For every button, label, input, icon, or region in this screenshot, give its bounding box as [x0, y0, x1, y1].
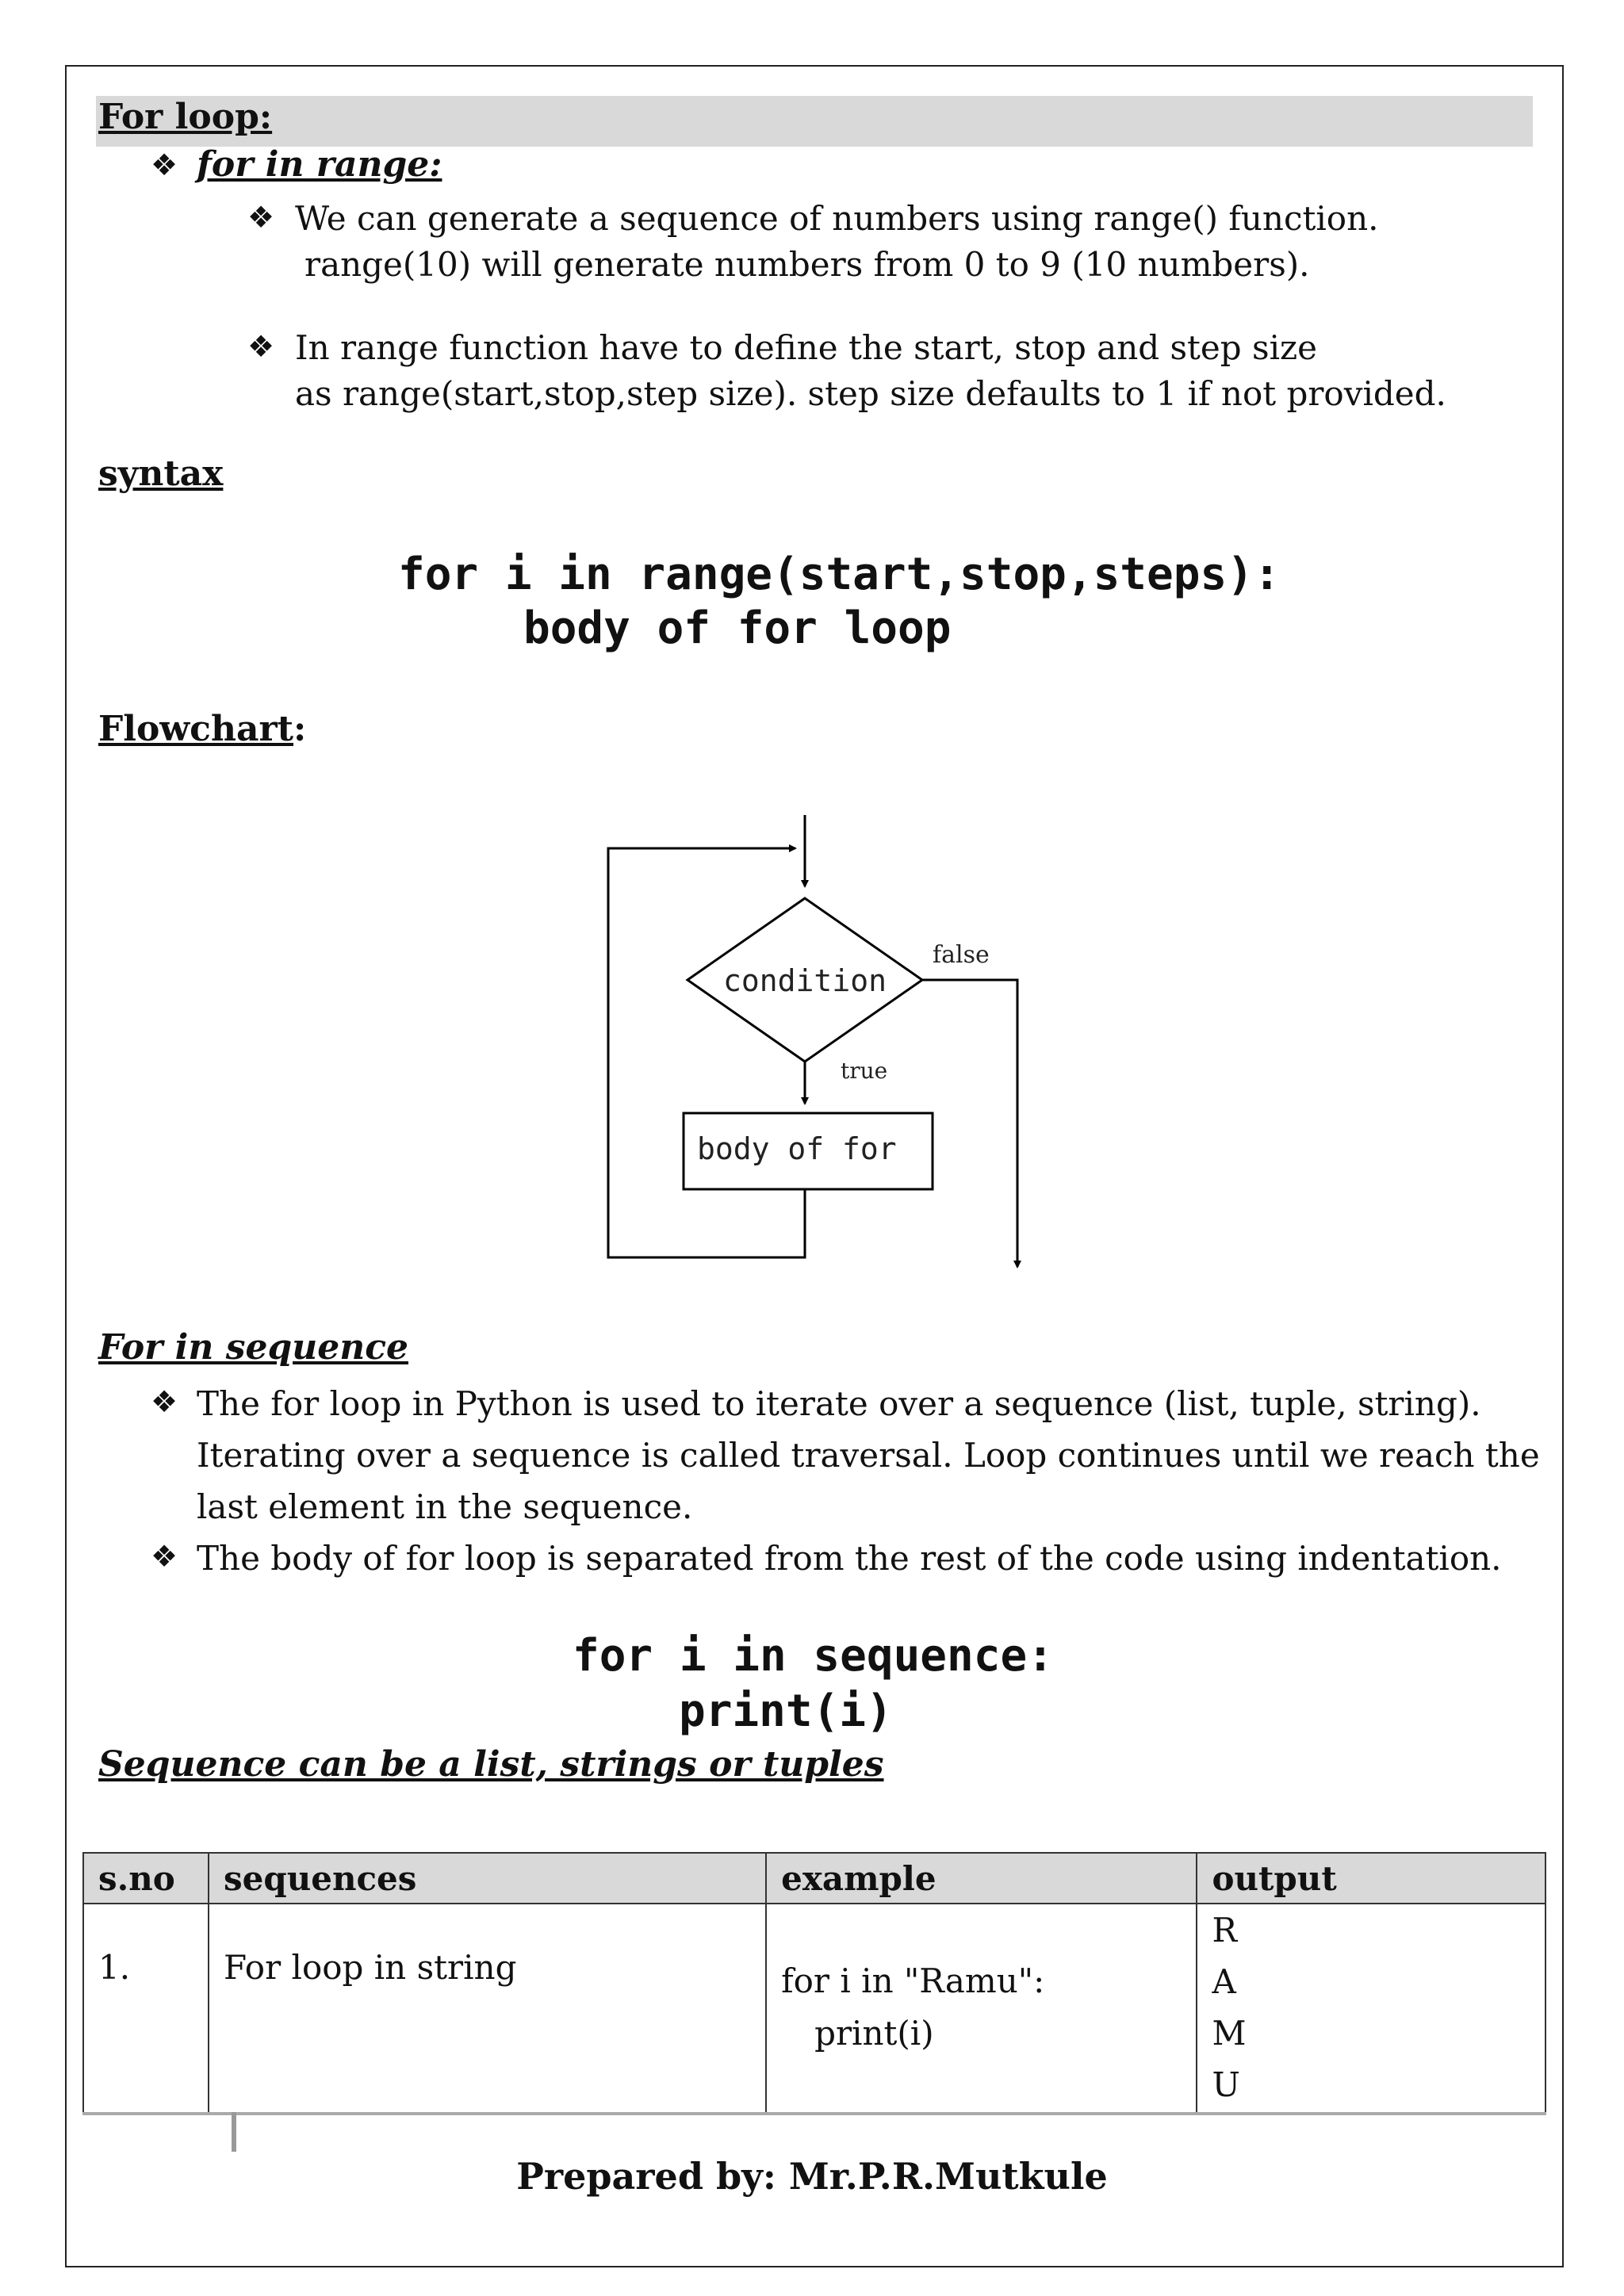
- body-label: body of for: [697, 1131, 897, 1166]
- cell-sno-text: 1.: [98, 1948, 131, 1987]
- diamond-bullet-icon: ❖: [151, 1384, 178, 1419]
- column-header-sno: s.no: [83, 1853, 209, 1904]
- range-point-1-line-2: range(10) will generate numbers from 0 to 9 (10 numbers).: [304, 245, 1310, 284]
- diamond-bullet-icon: ❖: [151, 1539, 178, 1574]
- cell-sequence: [209, 1904, 766, 2113]
- syntax-heading: syntax: [98, 453, 224, 494]
- cell-sequence-text: For loop in string: [223, 1948, 517, 1987]
- cell-example-line-2: print(i): [814, 2014, 934, 2053]
- column-header-sequences: sequences: [209, 1853, 766, 1904]
- flowchart-heading: Flowchart:: [98, 709, 307, 749]
- diamond-bullet-icon: ❖: [247, 329, 275, 364]
- cell-output: [1197, 1904, 1545, 2113]
- sequence-note: Sequence can be a list, strings or tuples: [98, 1744, 884, 1785]
- output-char: R: [1212, 1911, 1238, 1950]
- false-path: [922, 980, 1017, 1267]
- sequence-code-line-2: print(i): [679, 1686, 893, 1737]
- sequence-point-2-line-1: The body of for loop is separated from the rest of the code using indentation.: [197, 1539, 1502, 1578]
- output-char: M: [1212, 2014, 1247, 2053]
- syntax-code-line-2: body of for loop: [523, 603, 952, 654]
- range-point-2-line-1: In range function have to define the start, stop and step size: [295, 328, 1317, 367]
- condition-label: condition: [723, 963, 887, 998]
- page-title: For loop:: [98, 97, 273, 137]
- subheading-range: for in range:: [197, 144, 442, 185]
- table-bottom-shadow: [82, 2112, 1546, 2115]
- subheading-sequence: For in sequence: [98, 1327, 408, 1368]
- diamond-bullet-icon: ❖: [151, 147, 178, 182]
- loop-back-path: [608, 848, 805, 1257]
- footer-credit: Prepared by: Mr.P.R.Mutkule: [516, 2155, 1108, 2198]
- false-label: false: [933, 941, 990, 969]
- column-header-output: output: [1197, 1853, 1545, 1904]
- flowchart-diagram: [555, 801, 1047, 1292]
- sequence-table: [82, 1852, 1546, 2114]
- sequence-point-1-line-2: Iterating over a sequence is called traversal. Loop continues until we reach the: [197, 1436, 1540, 1475]
- cell-sno: [83, 1904, 209, 2113]
- sequence-point-1-line-1: The for loop in Python is used to iterate over a sequence (list, tuple, string).: [197, 1384, 1481, 1423]
- syntax-code-line-1: for i in range(start,stop,steps):: [398, 549, 1281, 600]
- table-header-row: [83, 1853, 1545, 1904]
- cell-example: [766, 1904, 1197, 2113]
- sequence-code-line-1: for i in sequence:: [573, 1630, 1054, 1682]
- column-header-example: example: [766, 1853, 1197, 1904]
- table-row: [83, 1904, 1545, 2113]
- text-cursor-mark: [232, 2112, 236, 2152]
- cell-example-line-1: for i in "Ramu":: [781, 1961, 1045, 2000]
- heading-bar: [96, 96, 1533, 147]
- range-point-2-line-2: as range(start,stop,step size). step size defaults to 1 if not provided.: [295, 374, 1446, 413]
- output-char: U: [1212, 2065, 1240, 2104]
- true-label: true: [841, 1058, 888, 1084]
- sequence-point-1-line-3: last element in the sequence.: [197, 1487, 693, 1526]
- diamond-bullet-icon: ❖: [247, 200, 275, 235]
- output-char: A: [1212, 1962, 1236, 2001]
- range-point-1-line-1: We can generate a sequence of numbers using range() function.: [295, 199, 1379, 238]
